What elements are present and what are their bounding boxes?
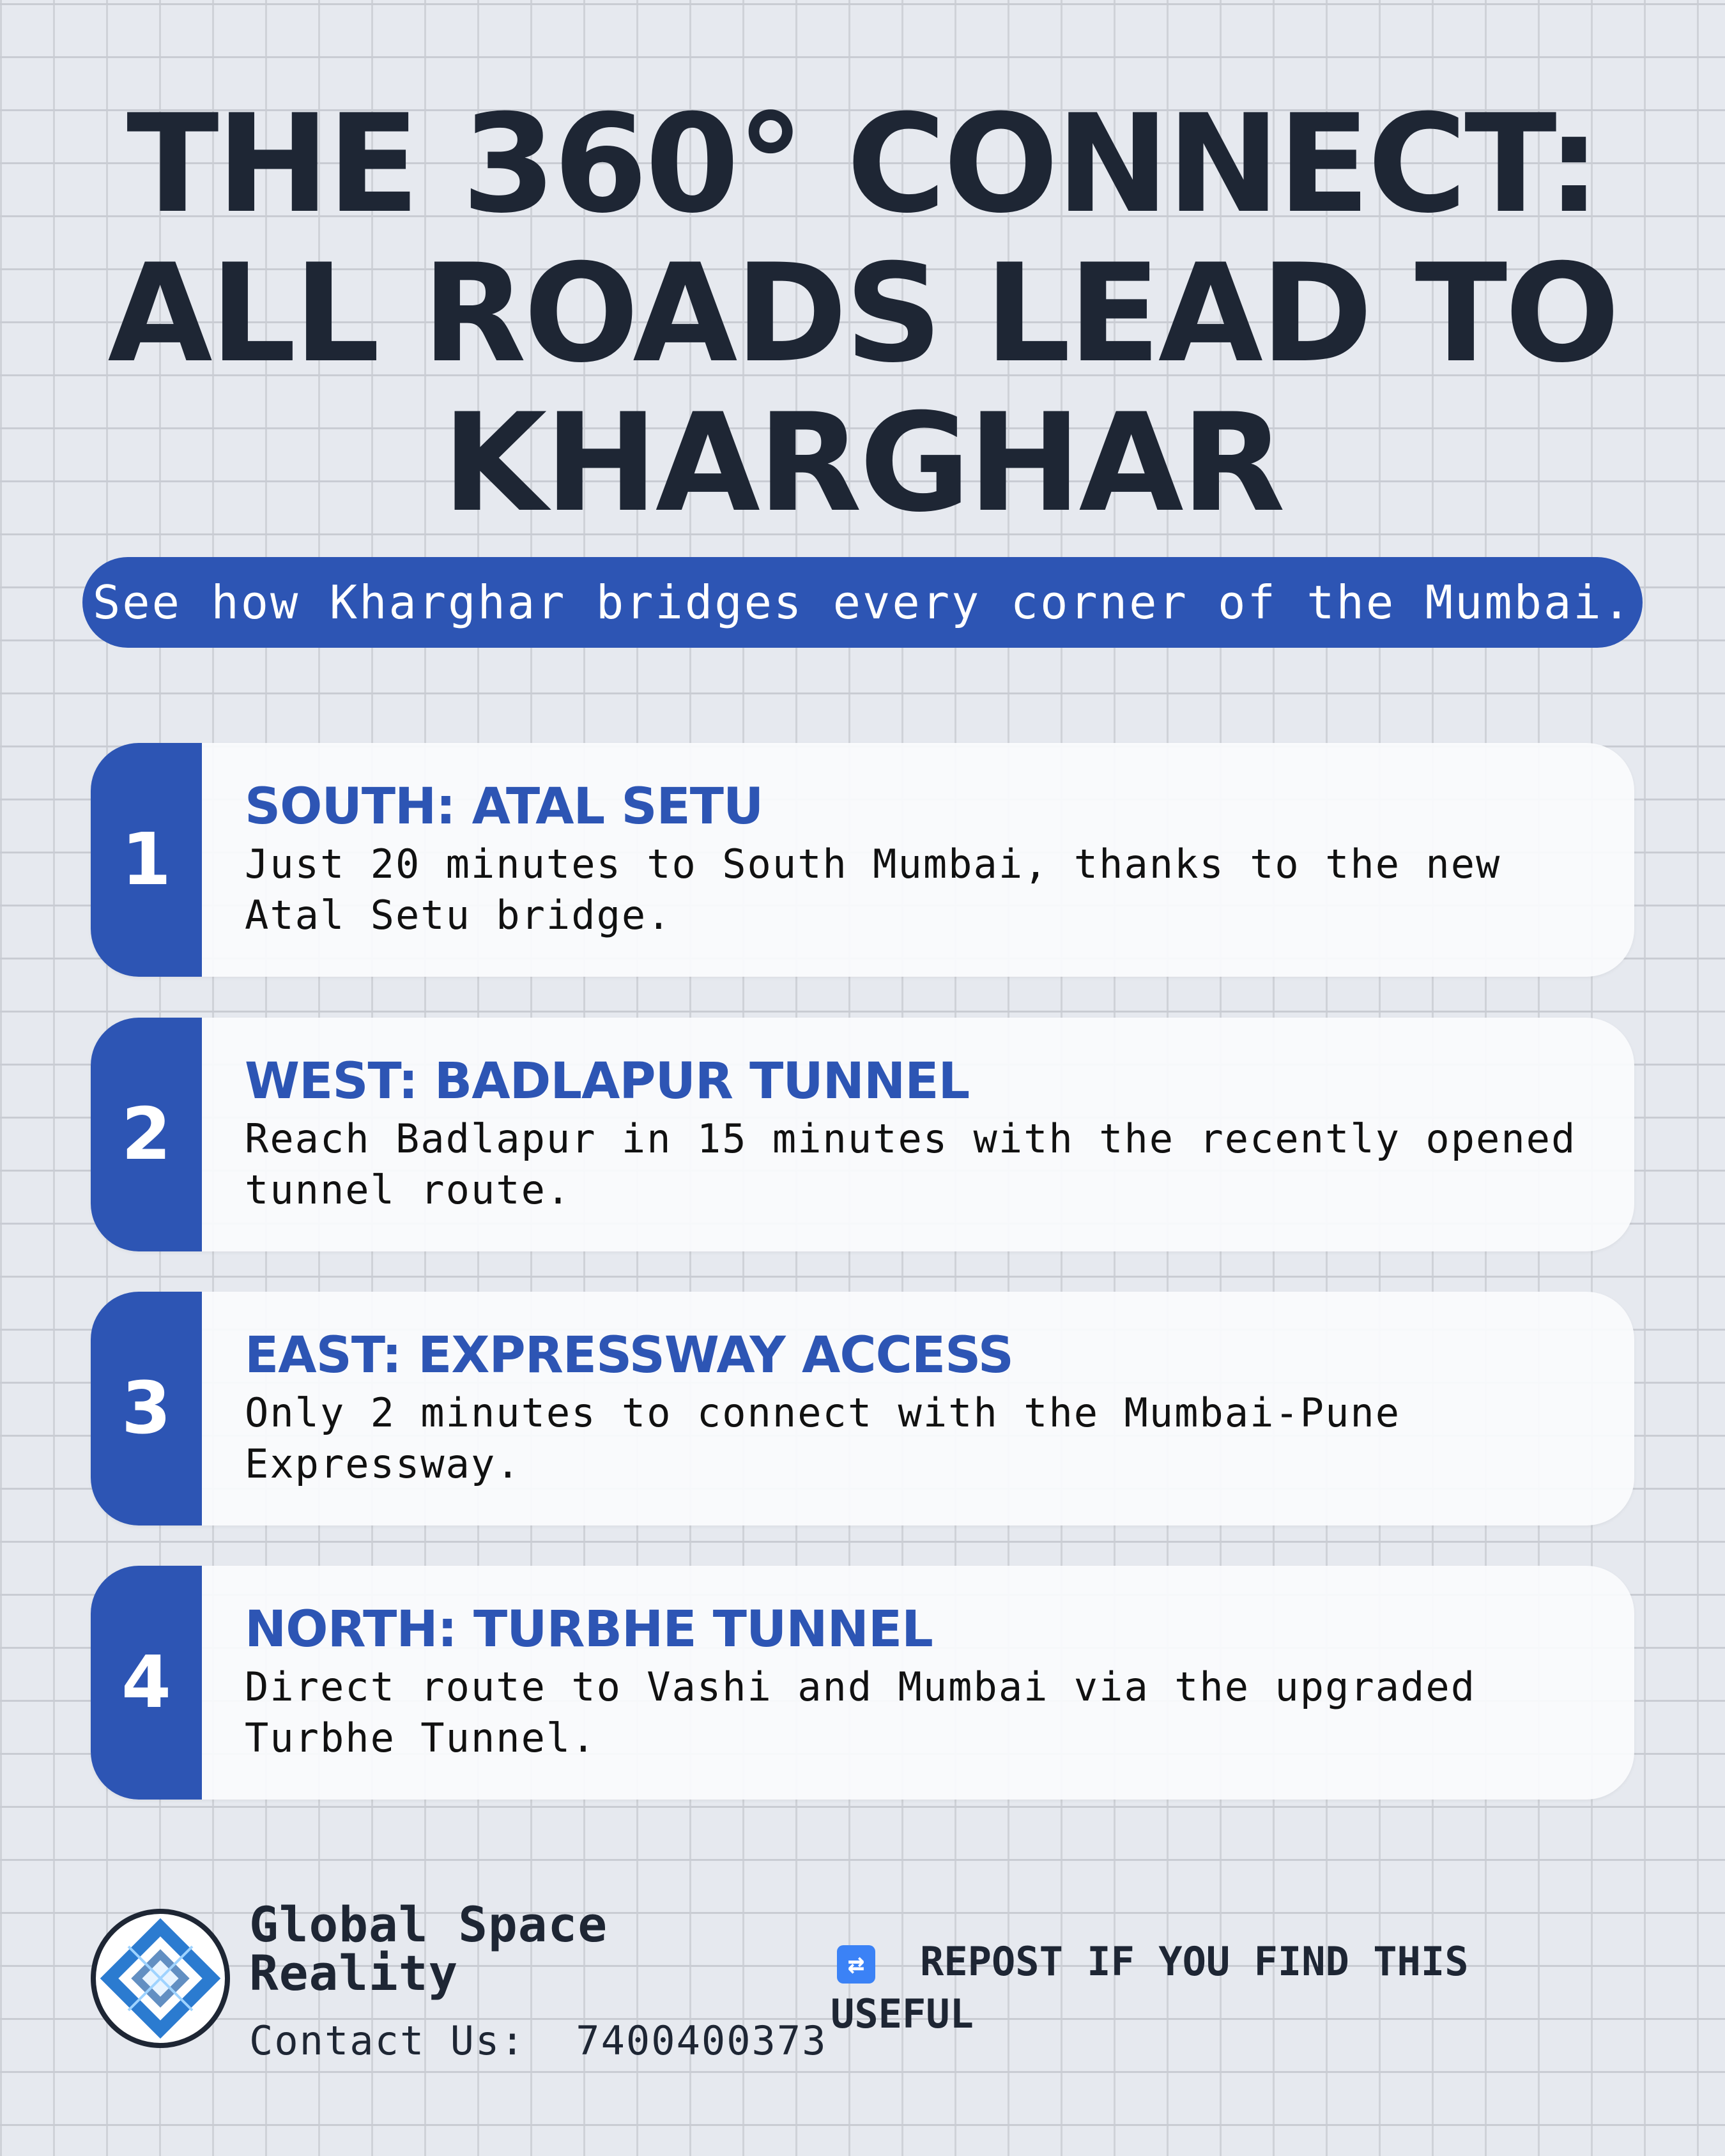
card-number: 4 <box>91 1566 202 1800</box>
card-description: Direct route to Vashi and Mumbai via the upgraded Turbhe Tunnel. <box>245 1663 1476 1761</box>
card-number: 2 <box>91 1018 202 1251</box>
repost-callout <box>831 1936 1565 2040</box>
card-number: 3 <box>91 1292 202 1525</box>
subtitle-banner: See how Kharghar bridges every corner of the Mumbai. <box>82 557 1643 648</box>
card-heading: WEST: BADLAPUR TUNNEL <box>245 1053 970 1110</box>
title-line: KHARGHAR <box>442 384 1283 542</box>
title-line: ALL ROADS LEAD TO <box>107 234 1618 392</box>
page-title <box>0 85 1725 542</box>
repost-text: REPOST IF YOU FIND THIS USEFUL <box>831 1938 1469 2037</box>
route-card <box>91 743 1634 977</box>
company-name: Global Space Reality <box>249 1896 608 2001</box>
title-line: THE 360° CONNECT: <box>126 85 1598 243</box>
card-description: Just 20 minutes to South Mumbai, thanks to the new Atal Setu bridge. <box>245 841 1501 938</box>
diamond-logo-icon <box>96 1914 225 2043</box>
route-card <box>91 1566 1634 1800</box>
card-heading: SOUTH: ATAL SETU <box>245 778 763 836</box>
contact-label: Contact Us: <box>249 2017 526 2064</box>
route-card <box>91 1292 1634 1525</box>
route-card <box>91 1018 1634 1251</box>
card-description: Only 2 minutes to connect with the Mumbai-Pune Expressway. <box>245 1389 1401 1487</box>
card-heading: EAST: EXPRESSWAY ACCESS <box>245 1327 1013 1384</box>
card-heading: NORTH: TURBHE TUNNEL <box>245 1601 933 1658</box>
repeat-icon: ⇄ <box>837 1945 875 1984</box>
phone-number: 7400400373 <box>576 2017 827 2064</box>
company-logo <box>91 1909 230 2048</box>
card-description: Reach Badlapur in 15 minutes with the recently opened tunnel route. <box>245 1115 1577 1213</box>
card-number: 1 <box>91 743 202 977</box>
contact-info <box>249 2019 827 2063</box>
